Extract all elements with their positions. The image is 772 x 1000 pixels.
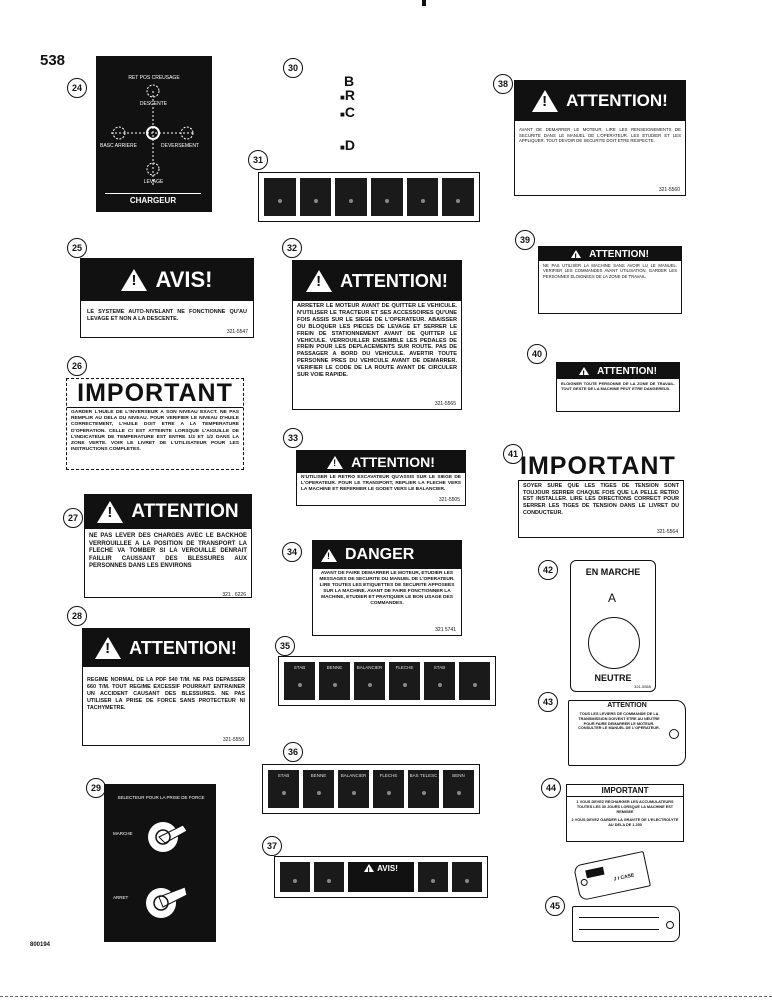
panel-slot: BENNE [319, 662, 350, 700]
decal-37-panel-avis [274, 856, 488, 898]
avis-badge: ! AVIS! [348, 862, 414, 892]
panel-slot [280, 862, 310, 892]
important-header: IMPORTANT [77, 379, 233, 407]
panel-slot [452, 862, 482, 892]
decal-27-attention [84, 494, 252, 598]
page-number: 538 [40, 52, 66, 69]
label-levage: LEVAGE [143, 179, 164, 185]
tag-text: TOUS LES LEVIERS DE COMMANDE DE LA TRANSMISSION DOIVENT ETRE AU NEUTRE POUR FAIRE DEMARRER LE MOTEUR. CONSULTER LE MANUEL DE L'OPERATEUR. [578, 712, 660, 731]
decal-32-attention [292, 260, 462, 410]
callout-28: 28 [67, 606, 87, 626]
attention-text: REGIME NORMAL DE LA PDF 540 T/M. NE PAS DEPASSER 660 T/M. TOUT REGIME EXCESSIF POURRAIT ENTRAINER UN ACCIDENT CAUSANT DES BLESSURES. NE PAS UTILISER LA PRISE DE FORCE SANS PROTECTEUR NI TACHYMETRE. [87, 677, 245, 711]
decal-30-letters [340, 74, 355, 155]
warning-triangle-icon [306, 270, 332, 292]
label-ret-pos: RET POS CREUSAGE [128, 75, 180, 81]
attention-header: ! ATTENTION! [297, 451, 465, 473]
case-logo-icon [585, 867, 604, 879]
callout-45: 45 [545, 896, 565, 916]
callout-30: 30 [283, 58, 303, 78]
decal-24-loader-control [96, 56, 212, 212]
callout-44: 44 [541, 778, 561, 798]
important-text-1: 1 VOUS DEVEZ RECHARGER LES ACCUMULATEURS TOUTES LES 30 JOURS LORSQUE LA MACHINE EST REMISEE [576, 800, 674, 814]
important-text-2: 2 VOUS DEVEZ GARDER LA GRAVITE DE L'ELECTROLYTE AU DELA DE 1.250 [571, 818, 679, 828]
attention-text: ARRETER LE MOTEUR AVANT DE QUITTER LE VEHICULE. N'UTILISER LE TRACTEUR ET SES ACCESSOIRES QU'UNE FOIS ASSIS SUR LE SIEGE DE L'OPERATEUR. ABAISSER OU BLOQUER LES PIECES DE LEVAGE ET SERRER LE FREIN DE STATIONNEMENT AVANT DE QUITTER LE VEHICULE. VERROUILLER ENSEMBLE LES PEDALES DE FREIN POUR LES DEPLACEMENTS SUR ROUTE. PAS DE PASSAGER A BORD DU VEHICULE. AVERTIR TOUTE PERSONNE PRES DU VEHICULE AVANT DE DEMARRER. VERIFIER LE CODE DE LA ROUTE AVANT DE CIRCULER SUR VOIE RAPIDE. [297, 303, 457, 379]
decal-45-blank-form [572, 906, 680, 942]
callout-32: 32 [282, 238, 302, 258]
label-basc-arriere: BASC ARRIERE [100, 143, 137, 149]
attention-header: ! ATTENTION [85, 495, 251, 529]
callout-24: 24 [67, 78, 87, 98]
ref-number: 321-5565 [434, 401, 456, 407]
top-mark [422, 0, 426, 6]
letter-r: ■R [340, 87, 355, 103]
panel-slot: BALANCIER [354, 662, 385, 700]
switch-hole [588, 617, 640, 669]
ref-number: 321 5741 [435, 627, 456, 633]
important-header: IMPORTANT [567, 785, 683, 797]
callout-34: 34 [282, 542, 302, 562]
pto-off-label: ARRET [113, 895, 129, 900]
callout-41: 41 [503, 444, 523, 464]
ref-number: 321-5505 [438, 497, 460, 503]
letter-c: ■C [340, 104, 355, 120]
callout-43: 43 [538, 692, 558, 712]
important-text: SOYER SURE QUE LES TIGES DE TENSION SONT TOUJOUR SERRER CHAQUE FOIS QUE LA PELLE RETRO EST INSTALLER. LIRE LES DIRECTIONS CORRECT POUR SERRER LES TIGES DE TENSION DANS LE LIVRET DU CONDUCTEUR. [523, 483, 679, 516]
panel-slot: BENN [443, 770, 474, 808]
panel-slot [418, 862, 448, 892]
warning-triangle-icon [532, 90, 558, 112]
warning-triangle-icon [321, 549, 337, 562]
decal-45-case-tag [573, 851, 651, 901]
danger-text: AVANT DE FAIRE DEMARRER LE MOTEUR, ETUDIER LES MESSAGES DE SECURITE DU MANUEL DE L'OPERATEUR. LIRE TOUTES LES ETIQUETTES DE SECURITE APPOSEES SUR LA MACHINE. AVANT DE FAIRE FONCTIONNER LA MACHINE, ETUDIER ET PRATIQUER LE BON USAGE DES COMMANDES. [319, 571, 455, 606]
panel-slot: STAB [268, 770, 299, 808]
attention-header: ! ATTENTION! [293, 261, 461, 301]
warning-triangle-icon [95, 637, 121, 659]
panel-slot [314, 862, 344, 892]
danger-header: ! DANGER [313, 541, 461, 569]
panel-slot [459, 662, 490, 700]
panel-slot [264, 178, 296, 216]
attention-header: ! ATTENTION! [539, 247, 681, 261]
decal-42-switch-plate [570, 560, 656, 692]
attention-header: ! ATTENTION! [83, 629, 249, 667]
warning-triangle-icon [579, 367, 589, 375]
en-marche-label: EN MARCHE [585, 567, 641, 577]
attention-header: ! ATTENTION! [515, 81, 685, 121]
panel-slot [335, 178, 367, 216]
callout-33: 33 [283, 428, 303, 448]
decal-33-attention [296, 450, 466, 506]
important-text: GARDER L'HUILE DE L'INVERSEUR A SON NIVEAU EXACT. NE PAS REMPLIR AU DELA DU NIVEAU. POUR VERIFIER LE NIVEAU D'HUILE CORRECTEMENT, L'HUILE DOIT ETRE A LA TEMPERATURE D'OPERATION. CELLE CI EST ATTEINTE LORSQUE L'AIGUILLE DE L'INDICATEUR DE TEMPERATURE EST ENTRE 1/3 ET 1/2 DANS LA ZONE VERTE. VOIR LE LIVRET DE L'UTILISATEUR POUR LES INSTRUCTIONS COMPLETES. [67, 407, 243, 455]
callout-35: 35 [275, 636, 295, 656]
decal-25-avis [80, 258, 254, 338]
decal-44-important [566, 784, 684, 842]
label-chargeur: CHARGEUR [105, 193, 201, 207]
decal-34-danger [312, 540, 462, 636]
pto-on-label: MARCHE [113, 831, 133, 836]
label-deversement: DEVERSEMENT [161, 143, 200, 149]
callout-39: 39 [515, 230, 535, 250]
attention-text: ELOIGNER TOUTE PERSONNE DE LA ZONE DE TRAVAIL. TOUT GESTE DE LA MACHINE PEUT ETRE DANGEREUX. [561, 381, 675, 392]
callout-27: 27 [63, 508, 83, 528]
ref-number: 321-5547 [226, 329, 248, 335]
callout-25: 25 [67, 238, 87, 258]
decal-39-attention [538, 246, 682, 314]
callout-37: 37 [262, 836, 282, 856]
decal-28-attention-pdf [82, 628, 250, 746]
callout-26: 26 [67, 356, 87, 376]
ref-number: 321-5560 [658, 187, 680, 193]
letter-d: ■D [340, 137, 355, 153]
warning-triangle-icon [121, 269, 147, 291]
callout-31: 31 [248, 150, 268, 170]
panel-slot: BALANCIER [338, 770, 369, 808]
callout-38: 38 [493, 74, 513, 94]
callout-36: 36 [283, 742, 303, 762]
form-line [579, 929, 659, 930]
decal-41-important [518, 480, 684, 538]
decal-35-control-panel [278, 656, 496, 706]
letter-b: B [344, 73, 355, 89]
warning-triangle-icon [364, 864, 374, 872]
tag-hole [666, 921, 674, 929]
warning-triangle-icon [571, 250, 581, 258]
callout-42: 42 [538, 560, 558, 580]
panel-slot: STAB [424, 662, 455, 700]
decal-38-attention [514, 80, 686, 196]
decal-26-important [66, 378, 244, 470]
form-line [579, 917, 659, 918]
decal-43-attention-tag [568, 700, 686, 766]
tag-hole [669, 729, 679, 739]
attention-text: AVANT DE DEMARRER LE MOTEUR, LIRE LES RENSEIGNEMENTS DE SECURITE DANS LE MANUEL DE L'OPERATEUR. LES ETUDIER ET LES APPLIQUER. TOUT DEVOIR DE SECURITE DOIT ETRE RESPECTE. [519, 127, 681, 144]
avis-text: LE SYSTEME AUTO-NIVELANT NE FONCTIONNE QU'AU LEVAGE ET NON A LA DESCENTE. [87, 309, 247, 322]
callout-29: 29 [86, 778, 106, 798]
panel-slot: FLECHE [373, 770, 404, 808]
attention-text: N'UTILISER LE RETRO EXCAVATEUR QU'ASSIS SUR LE SIEGE DE L'OPERATEUR. POUR LE TRANSPORT, REPLIER LA FLECHE VERS LA MACHINE ET REFERMER LE GODET VERS LE BALANCIER. [301, 475, 461, 492]
label-descente: DESCENTE [139, 101, 168, 107]
scan-edge [0, 996, 772, 997]
decal-31-control-panel [258, 172, 480, 222]
figure-code: 800194 [30, 942, 51, 948]
pto-knob-icons [105, 785, 217, 943]
ref-number: 321-5564 [656, 529, 678, 535]
panel-slot: STAB [284, 662, 315, 700]
panel-slot [442, 178, 474, 216]
panel-slot [300, 178, 332, 216]
attention-header: ! ATTENTION! [557, 363, 679, 379]
switch-indicator-icon: А [608, 591, 617, 605]
panel-slot: BAS TELESC [408, 770, 439, 808]
panel-slot [371, 178, 403, 216]
ref-number: 321-5550 [222, 737, 244, 743]
panel-slot [407, 178, 439, 216]
decal-40-attention [556, 362, 680, 412]
case-brand: J I CASE [613, 872, 635, 883]
panel-slot: BENNE [303, 770, 334, 808]
tag-hole [580, 878, 588, 886]
callout-40: 40 [527, 344, 547, 364]
decal-36-control-panel [262, 764, 480, 814]
attention-text: NE PAS LEVER DES CHARGES AVEC LE BACKHOE VERROUILLEE A LA POSITION DE TRANSPORT LA FLECHE VA TOMBER SI LA VEROUILLE DENRAIT FAILLIR CAUSSANT DES BLESSURES AUX PERSONNES DANS LES ENVIRONS [89, 533, 247, 570]
pto-title: SELECTEUR POUR LA PRISE DE FORCE [117, 795, 205, 800]
tag-header: ATTENTION [607, 702, 647, 709]
warning-triangle-icon [327, 456, 343, 469]
avis-header: ! AVIS! [81, 259, 253, 301]
ref-number: 321 . 6226 [222, 592, 246, 598]
decal-29-pto-selector [104, 784, 216, 942]
ref-number: 321-5565 [634, 684, 651, 689]
attention-text: NE PAS UTILISER LA MACHINE SANS AVOIR LU LE MANUEL. VERIFIER LES COMMANDES AVANT UTILISATION. GARDER LES PERSONNES ELOIGNEES DE LA ZONE DE TRAVAIL. [543, 263, 677, 279]
warning-triangle-icon [97, 501, 123, 523]
neutre-label: NEUTRE [594, 673, 632, 683]
decal-41-important-header: IMPORTANT [520, 452, 676, 480]
panel-slot: FLECHE [389, 662, 420, 700]
